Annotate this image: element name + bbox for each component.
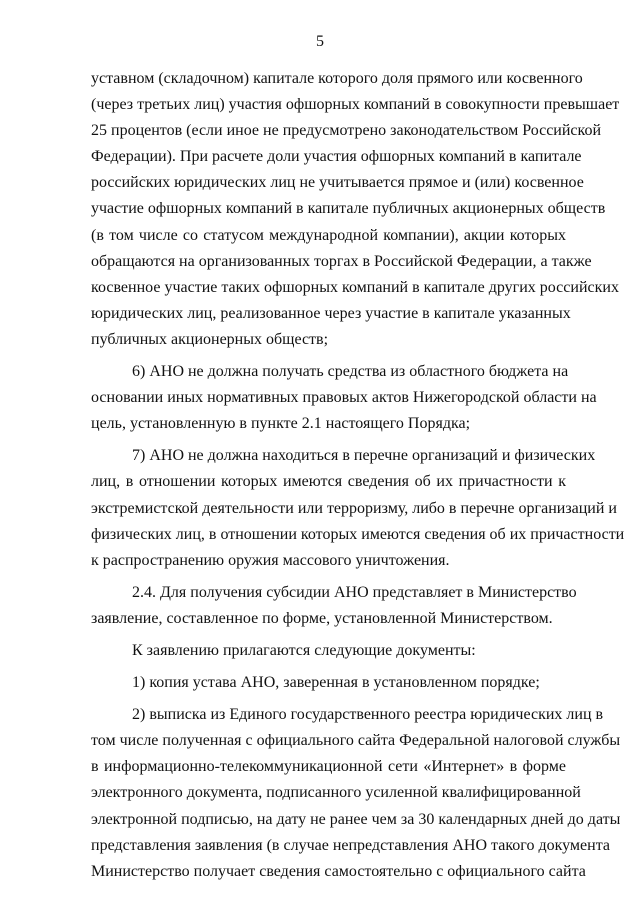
text-line: публичных акционерных обществ; (91, 330, 329, 348)
text-line: заявление, составленное по форме, установленной Министерством. (91, 609, 553, 627)
text-line: физических лиц, в отношении которых имеются сведения об их причастности (91, 525, 625, 543)
document-body (91, 66, 625, 885)
text-line: 25 процентов (если иное не предусмотрено законодательством Российской (91, 122, 602, 140)
text-line: 2) выписка из Единого государственного реестра юридических лиц в (132, 706, 604, 724)
page-number: 5 (316, 33, 324, 50)
text-line: российских юридических лиц не учитывается прямое и (или) косвенное (91, 174, 584, 192)
text-line: представления заявления (в случае непредставления АНО такого документа (91, 836, 611, 854)
text-line: к распространению оружия массового уничтожения. (91, 551, 450, 569)
text-line: участие офшорных компаний в капитале публичных акционерных обществ (91, 200, 606, 218)
text-line: лиц, в отношении которых имеются сведения об их причастности к (91, 473, 566, 491)
text-line: Федерации). При расчете доли участия офшорных компаний в капитале (91, 148, 582, 166)
text-line: 7) АНО не должна находиться в перечне организаций и физических (132, 447, 596, 465)
text-line: К заявлению прилагаются следующие документы: (132, 641, 476, 659)
text-line: 2.4. Для получения субсидии АНО представляет в Министерство (132, 583, 577, 601)
text-line: косвенное участие таких офшорных компаний в капитале других российских (91, 278, 619, 296)
text-line: уставном (складочном) капитале которого доля прямого или косвенного (91, 70, 583, 87)
text-line: (через третьих лиц) участия офшорных компаний в совокупности превышает (91, 96, 620, 114)
text-line: (в том числе со статусом международной компании), акции которых (91, 226, 566, 244)
text-line: Министерство получает сведения самостоятельно с официального сайта (91, 862, 586, 880)
text-line: 6) АНО не должна получать средства из областного бюджета на (132, 363, 569, 381)
text-line: том числе полученная с официального сайта Федеральной налоговой службы (91, 732, 621, 750)
text-line: цель, установленную в пункте 2.1 настоящего Порядка; (91, 415, 471, 433)
text-line: обращаются на организованных торгах в Российской Федерации, а также (91, 252, 592, 270)
text-line: основании иных нормативных правовых актов Нижегородской области на (91, 389, 597, 407)
text-line: в информационно-телекоммуникационной сети «Интернет» в форме (91, 758, 566, 776)
text-line: юридических лиц, реализованное через участие в капитале указанных (91, 304, 571, 322)
text-line: электронного документа, подписанного усиленной квалифицированной (91, 784, 581, 802)
text-line: экстремистской деятельности или терроризму, либо в перечне организаций и (91, 499, 617, 517)
text-line: 1) копия устава АНО, заверенная в установленном порядке; (132, 674, 540, 692)
text-line: электронной подписью, на дату не ранее чем за 30 календарных дней до даты (91, 810, 621, 828)
